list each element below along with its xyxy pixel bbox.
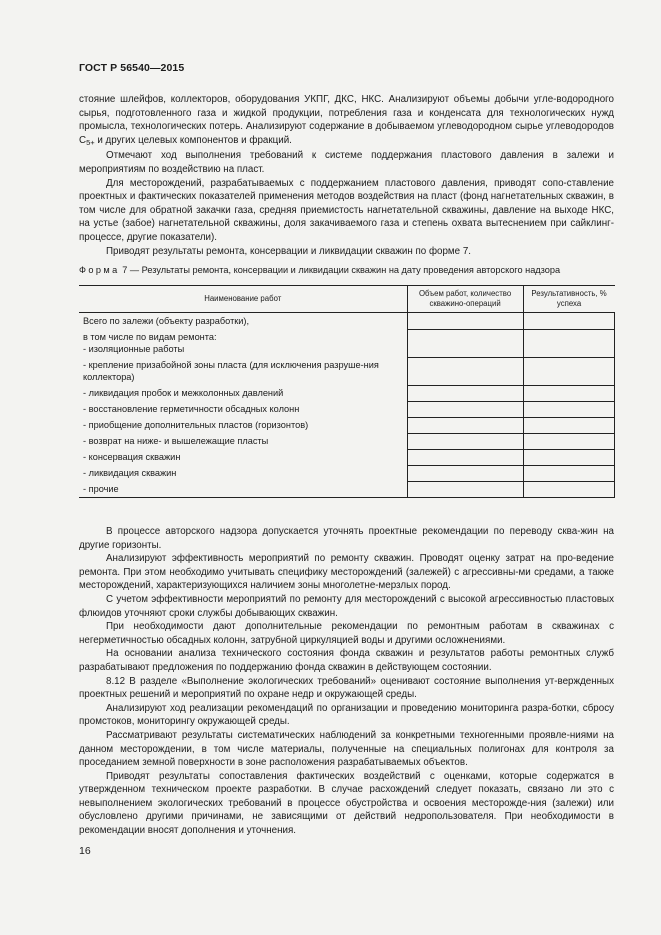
row-label: - ликвидация пробок и межколонных давлений [79,385,407,401]
paragraph: Для месторождений, разрабатываемых с поддержанием пластового давления, приводят сопо-ставление проектных и фактических показателей применения методов воздействия на пласт (фонд нагнетательных скважин, в том числе для обратной закачки газа, средняя приемистость нагнетательной скважины, давление на выходе НКС, на устье (забое) нагнетательной скважины, доля закачиваемого газа и степень охвата вытеснением при сайклинг-процессе, другие показатели). [79,177,614,243]
paragraph: С учетом эффективности мероприятий по ремонту для месторождений с высокой агрессивностью пластовых флюидов уточняют сроки службы добывающих скважин. [79,593,614,619]
row-label: - восстановление герметичности обсадных колонн [79,401,407,417]
row-label: - крепление призабойной зоны пласта (для исключения разруше-ния коллектора) [79,357,407,385]
cell-volume [407,481,523,498]
table-row [79,449,615,465]
table-row [79,401,615,417]
table-row [79,433,615,449]
table-row [79,385,615,401]
form-caption: Форма 7 — Результаты ремонта, консервации и ликвидации скважин на дату проведения авторского надзора [79,265,561,275]
table-row [79,481,615,498]
row-label: Всего по залежи (объекту разработки), [79,313,407,330]
text-block-top [79,93,614,258]
row-label: - возврат на ниже- и вышележащие пласты [79,433,407,449]
table-row [79,465,615,481]
table-row [79,417,615,433]
paragraph: Анализируют ход реализации рекомендаций по организации и проведению мониторинга разра-ботки, сбросу промстоков, мониторингу окружающей среды. [79,702,614,728]
paragraph: Рассматривают результаты систематических наблюдений за конкретными техногенными проявле-ниями на данном месторождении, в том числе материалы, полученные на специальных полигонах для контроля за проседанием земной поверхности в зоне расположения разрабатываемых объектов. [79,729,614,769]
table-header-row [79,286,615,313]
cell-volume [407,465,523,481]
text-block-bottom [79,525,614,838]
cell-success [523,313,614,330]
cell-volume [407,417,523,433]
paragraph: стояние шлейфов, коллекторов, оборудования УКПГ, ДКС, НКС. Анализируют объемы добычи угле-водородного сырья, подготовленного газа и жидкой продукции, потребления газа и конденсата для технологических нужд промысла, технологических потерь. Анализируют содержание в добываемом углеводородном сырье углеводородов $C_{5+}$ и других целевых компонентов и фракций. [79,94,614,147]
table-row [79,357,615,385]
results-table [79,285,615,498]
paragraph: Отмечают ход выполнения требований к системе поддержания пластового давления в залежи и мероприятиям по воздействию на пласт. [79,150,614,175]
paragraph: Анализируют эффективность мероприятий по ремонту скважин. Проводят оценку затрат на про-ведение ремонта. При этом необходимо учитывать специфику месторождений (залежей) с агрессивны-ми средами, а также месторождений, характеризующихся наличием зоны многолетне-мерзлых пород. [79,553,614,592]
cell-success [523,481,614,498]
row-label: - приобщение дополнительных пластов (горизонтов) [79,417,407,433]
cell-success [523,357,614,385]
row-label: - прочие [79,481,407,498]
cell-success [523,449,614,465]
paragraph: На основании анализа технического состояния фонда скважин и результатов работы ремонтных служб разрабатывают предложения по поддержанию фонда скважин в действующем состоянии. [79,648,614,673]
cell-volume [407,449,523,465]
column-header-works: Наименование работ [79,286,407,313]
row-label: в том числе по видам ремонта: - изоляционные работы [79,329,407,357]
row-label: - ликвидация скважин [79,465,407,481]
cell-success [523,401,614,417]
paragraph: При необходимости дают дополнительные рекомендации по ремонтным работам в скважинах с негерметичностью обсадных колонн, затрубной циркуляцией воды и другими осложнениями. [79,621,614,646]
cell-success [523,417,614,433]
table-row [79,313,615,330]
column-header-volume: Объем работ, количество скважино-операций [407,286,523,313]
cell-volume [407,385,523,401]
paragraph: 8.12 В разделе «Выполнение экологических требований» оценивают состояние выполнения ут-вержденных проектных решений и мероприятий по охране недр и окружающей среды. [79,675,614,701]
column-header-success: Результативность, % успеха [523,286,614,313]
paragraph: В процессе авторского надзора допускается уточнять проектные рекомендации по переводу сква-жин на другие горизонты. [79,526,614,551]
paragraph: Приводят результаты сопоставления фактических воздействий с оценками, которые содержатся в утвержденном техническом проекте разработки. В случае расхождений следует показать, связано ли это с невыполнением экологических требований в процессе обустройства и освоения месторожде-ния (залежи) или обусловлено другими причинами, не зависящими от действий недропользователя. При необходимости в рекомендации вносят дополнения и уточнения. [79,770,614,837]
row-label: - консервация скважин [79,449,407,465]
cell-success [523,329,614,357]
cell-volume [407,313,523,330]
cell-volume [407,401,523,417]
table-row [79,329,615,357]
paragraph: Приводят результаты ремонта, консервации и ликвидации скважин по форме 7. [106,245,472,257]
cell-volume [407,329,523,357]
document-header: ГОСТ Р 56540—2015 [79,62,185,74]
cell-success [523,465,614,481]
cell-success [523,385,614,401]
page-number: 16 [79,845,91,857]
cell-volume [407,433,523,449]
cell-volume [407,357,523,385]
cell-success [523,433,614,449]
